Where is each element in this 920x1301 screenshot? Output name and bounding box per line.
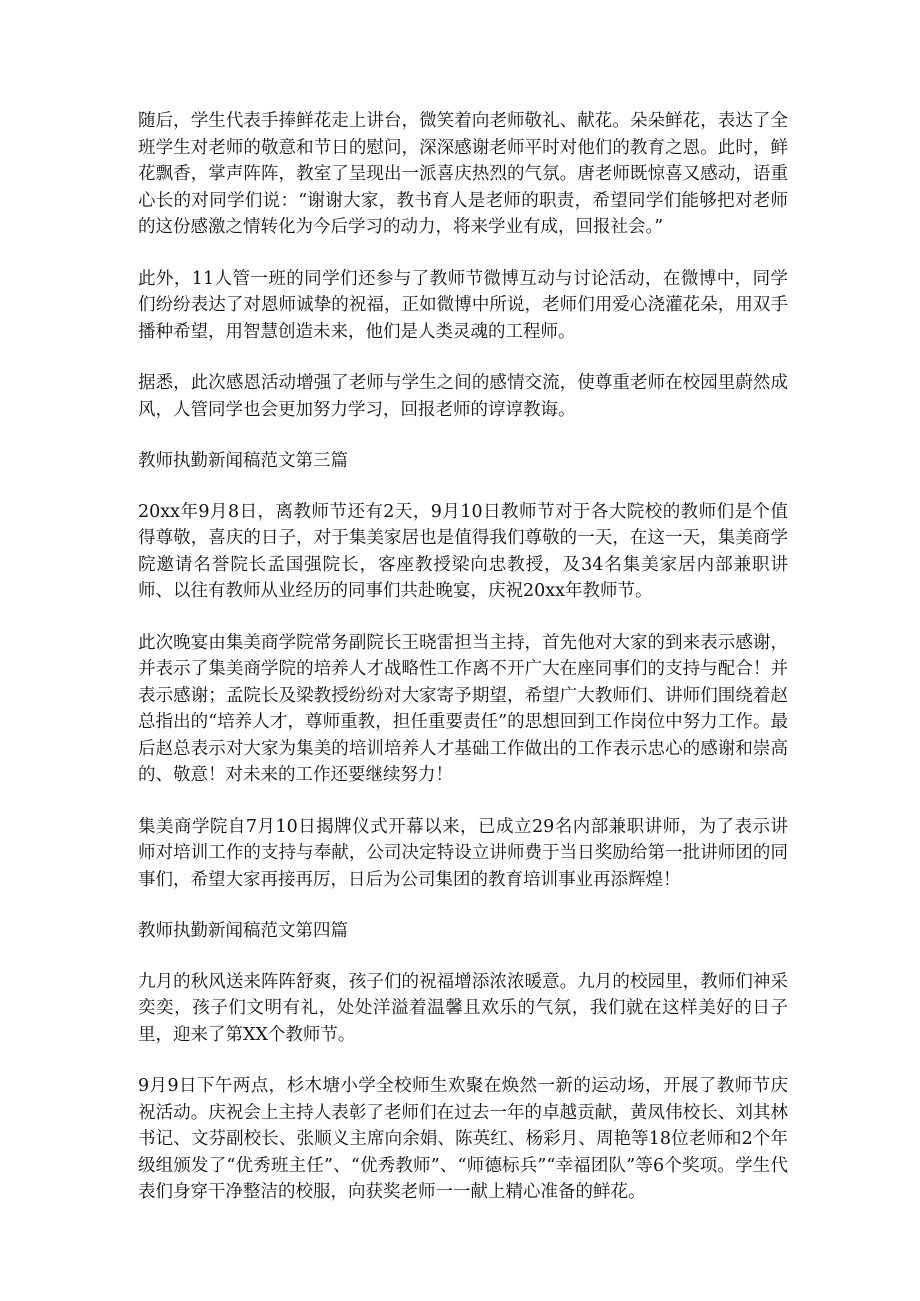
- section-heading-fourth: 教师执勤新闻稿范文第四篇: [138, 921, 348, 941]
- paragraph-summary: 据悉，此次感恩活动增强了老师与学生之间的感情交流，使尊重老师在校园里蔚然成风，人管同学也会更加努力学习，回报老师的谆谆教诲。: [138, 373, 788, 420]
- paragraph-celebration-awards: 9月9日下午两点，杉木塘小学全校师生欢聚在焕然一新的运动场，开展了教师节庆祝活动。庆祝会上主持人表彰了老师们在过去一年的卓越贡献，黄凤伟校长、刘其林书记、文芬副校长、张顺义主席向余娟、陈英红、杨彩月、周艳等18位老师和2个年级组颁发了“优秀班主任”、“优秀教师”、“师德标兵”“幸福团队”等6个奖项。学生代表们身穿干净整洁的校服，向获奖老师一一献上精心准备的鲜花。: [138, 1076, 788, 1202]
- paragraph-banquet-intro: 20xx年9月8日，离教师节还有2天，9月10日教师节对于各大院校的教师们是个值得尊敬，喜庆的日子，对于集美家居也是值得我们尊敬的一天，在这一天，集美商学院邀请名誉院长孟国强院长，客座教授梁向忠教授，及34名集美家居内部兼职讲师、以往有教师从业经历的同事们共赴晚宴，庆祝20xx年教师节。: [138, 501, 788, 601]
- paragraph-flowers-ceremony: 随后，学生代表手捧鲜花走上讲台，微笑着向老师敬礼、献花。朵朵鲜花，表达了全班学生对老师的敬意和节日的慰问，深深感谢老师平时对他们的教育之恩。此时，鲜花飘香，掌声阵阵，教室了呈现出一派喜庆热烈的气氛。唐老师既惊喜又感动，语重心长的对同学们说：“谢谢大家，教书育人是老师的职责，希望同学们能够把对老师的这份感激之情转化为今后学习的动力，将来学业有成，回报社会。”: [138, 111, 788, 237]
- paragraph-weibo-activity: 此外，11人管一班的同学们还参与了教师节微博互动与讨论活动，在微博中，同学们纷纷表达了对恩师诚挚的祝福，正如微博中所说，老师们用爱心浇灌花朵，用双手播种希望，用智慧创造未来，他们是人类灵魂的工程师。: [138, 268, 788, 342]
- paragraph-banquet-host: 此次晚宴由集美商学院常务副院长王晓雷担当主持，首先他对大家的到来表示感谢，并表示了集美商学院的培养人才战略性工作离不开广大在座同事们的支持与配合！并表示感谢；孟院长及梁教授纷纷对大家寄予期望，希望广大教师们、讲师们围绕着赵总指出的“培养人才，尊师重教，担任重要责任”的思想回到工作岗位中努力工作。最后赵总表示对大家为集美的培训培养人才基础工作做出的工作表示忠心的感谢和崇高的、敬意！对未来的工作还要继续努力！: [138, 632, 788, 785]
- section-heading-third: 教师执勤新闻稿范文第三篇: [138, 451, 348, 471]
- paragraph-lecturer-reward: 集美商学院自7月10日揭牌仪式开幕以来，已成立29名内部兼职讲师，为了表示讲师对培训工作的支持与奉献，公司决定特设立讲师费于当日奖励给第一批讲师团的同事们，希望大家再接再厉，日后为公司集团的教育培训事业再添辉煌！: [138, 816, 788, 890]
- document-page: [138, 108, 788, 1231]
- paragraph-september-campus: 九月的秋风送来阵阵舒爽，孩子们的祝福增添浓浓暖意。九月的校园里，教师们神采奕奕，孩子们文明有礼，处处洋溢着温馨且欢乐的气氛，我们就在这样美好的日子里，迎来了第XX个教师节。: [138, 971, 788, 1045]
